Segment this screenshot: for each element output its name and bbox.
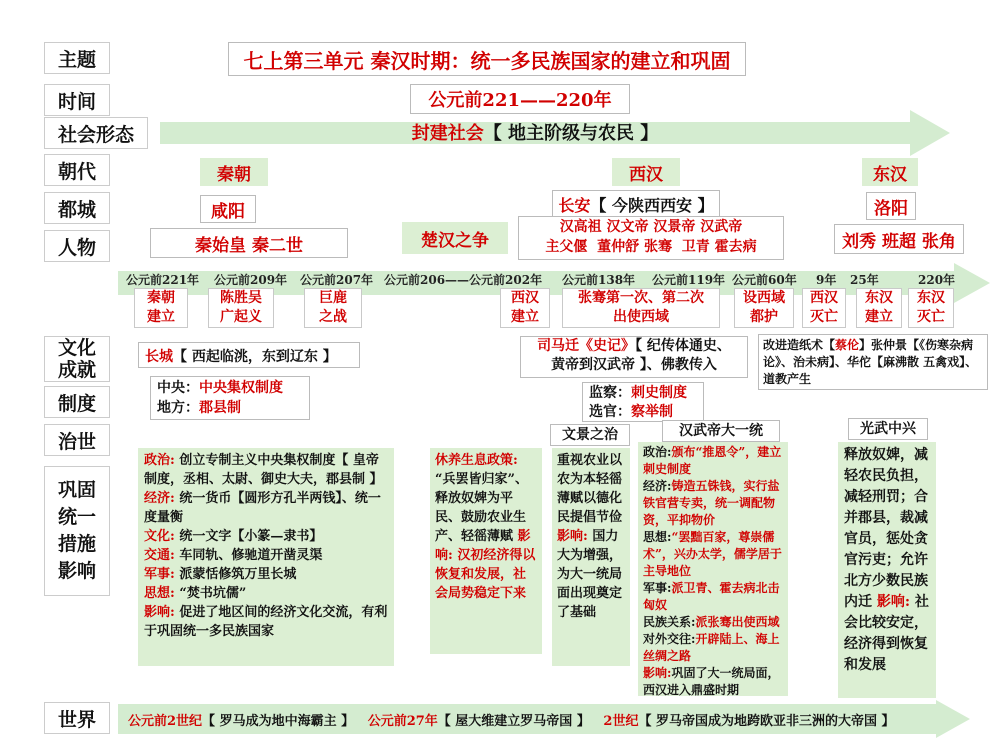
measure-row: 文化: 统一文字【小篆—隶书】 [144,529,323,544]
label-culture: 文化 成就 [44,336,110,382]
tick-label: 公元前207年 [300,273,374,287]
wudi-panel [638,442,788,696]
time-range: 公元前221——220年 [410,84,630,114]
wenjing-panel: 重视农业以农为本轻徭薄赋以德化民提倡节俭 影响: 国力大为增强，为大一统局面出现奠定了基础 [552,448,630,666]
culture-east-han: 改进造纸术【蔡伦】张仲景【《伤寒杂病论》、治未病】、华佗【麻沸散 五禽戏】、道教产生 [758,334,988,390]
measure-row: 军事: 派蒙恬修筑万里长城 [144,567,297,582]
label-measures: 巩固 统一 措施 影响 [44,466,110,596]
dynasty-east-han: 东汉 [862,158,918,186]
people-west-han: 汉高祖 汉文帝 汉景帝 汉武帝 主父偃 董仲舒 张骞 卫青 霍去病 [518,216,784,260]
label-dynasty: 朝代 [44,154,110,186]
capital-east-han: 洛阳 [866,192,916,220]
tick-label: 公元前119年 [652,273,726,287]
society-text: 封建社会【 地主阶级与农民 】 [411,123,659,144]
people-east-han: 刘秀 班超 张角 [834,224,964,254]
guangwu-panel: 释放奴婢，减轻农民负担，减轻刑罚；合并郡县，裁减官员，惩处贪官污吏；允许北方少数民族内迁 影响: 社会比较安定，经济得到恢复和发展 [838,442,936,698]
label-people: 人物 [44,230,110,262]
measure-row: 影响:巩固了大一统局面，西汉进入鼎盛时期 [643,666,780,697]
event-box: 设西域 都护 [734,288,794,328]
tick-label: 公元前221年 [126,273,200,287]
event-box: 西汉 建立 [500,288,550,328]
culture-qin: 长城【 西起临洮，东到辽东 】 [138,342,360,368]
world-timeline: 公元前2世纪【 罗马成为地中海霸主 】 公元前27年【 屋大维建立罗马帝国 】 2世纪【 罗马帝国成为地跨欧亚非三洲的大帝国 】 [128,714,895,729]
measure-row: 思想: “焚书坑儒” [144,586,247,601]
measure-row: 民族关系:派张骞出使西域 [643,615,780,629]
governance-guangwu: 光武中兴 [848,418,928,440]
tick-label: 公元前138年 [562,273,636,287]
tick-label: 公元前206——公元前202年 [384,273,543,287]
rest-policy-panel: 休养生息政策: “兵罢皆归家”、释放奴婢为平民、鼓励农业生产、轻徭薄赋 影响: 汉初经济得以恢复和发展，社会局势稳定下来 [430,448,542,654]
label-time: 时间 [44,84,110,116]
measure-row: 政治:颁布“推恩令”，建立刺史制度 [643,445,782,476]
qin-measures-panel [138,448,394,666]
event-box: 西汉 灭亡 [802,288,846,328]
dynasty-west-han: 西汉 [612,158,680,186]
tick-label: 9年 [816,273,837,287]
tick-label: 220年 [918,273,956,287]
label-world: 世界 [44,702,110,734]
tick-label: 25年 [850,273,879,287]
label-society: 社会形态 [44,117,148,149]
event-box: 张骞第一次、第二次 出使西域 [562,288,720,328]
measure-row: 对外交往:开辟陆上、海上丝绸之路 [643,632,780,663]
dynasty-qin: 秦朝 [200,158,268,186]
culture-west-han: 司马迁《史记》【 纪传体通史、 黄帝到汉武帝 】、佛教传入 [520,336,748,378]
measure-row: 影响: 促进了地区间的经济文化交流，有利于巩固统一多民族国家 [144,605,388,639]
measure-row: 思想:“罢黜百家，尊崇儒术”，兴办太学，儒学居于主导地位 [643,530,782,578]
people-chu-han: 楚汉之争 [402,222,508,254]
capital-west-han: 长安 【 今陕西西安 】 [552,190,720,218]
system-qin: 中央：中央集权制度 地方：郡县制 [150,376,310,420]
measure-row: 军事:派卫青、霍去病北击匈奴 [643,581,780,612]
measure-row: 交通: 车同轨、修驰道开凿灵渠 [144,548,323,563]
event-box: 东汉 建立 [856,288,902,328]
label-capital: 都城 [44,192,110,224]
page-title: 七上第三单元 秦汉时期：统一多民族国家的建立和巩固 [228,42,746,76]
governance-wudi: 汉武帝大一统 [662,420,780,442]
event-box: 巨鹿 之战 [304,288,362,328]
label-system: 制度 [44,386,110,418]
system-han: 监察：刺史制度 选官：察举制 [582,382,704,422]
tick-label: 公元前60年 [732,273,797,287]
measure-row: 经济:铸造五铢钱，实行盐铁官营专卖，统一调配物资，平抑物价 [643,479,780,527]
label-theme: 主题 [44,42,110,74]
event-box: 秦朝 建立 [134,288,188,328]
event-box: 陈胜吴 广起义 [208,288,274,328]
label-governance: 治世 [44,424,110,456]
people-qin: 秦始皇 秦二世 [150,228,348,258]
event-box: 东汉 灭亡 [908,288,954,328]
tick-label: 公元前209年 [214,273,288,287]
capital-qin: 咸阳 [200,195,256,223]
measure-row: 政治: 创立专制主义中央集权制度【 皇帝制度，丞相、太尉、御史大夫，郡县制 】 [144,453,383,487]
measure-row: 经济: 统一货币【圆形方孔半两钱】、统一度量衡 [144,491,381,525]
governance-wenjing: 文景之治 [550,424,630,446]
